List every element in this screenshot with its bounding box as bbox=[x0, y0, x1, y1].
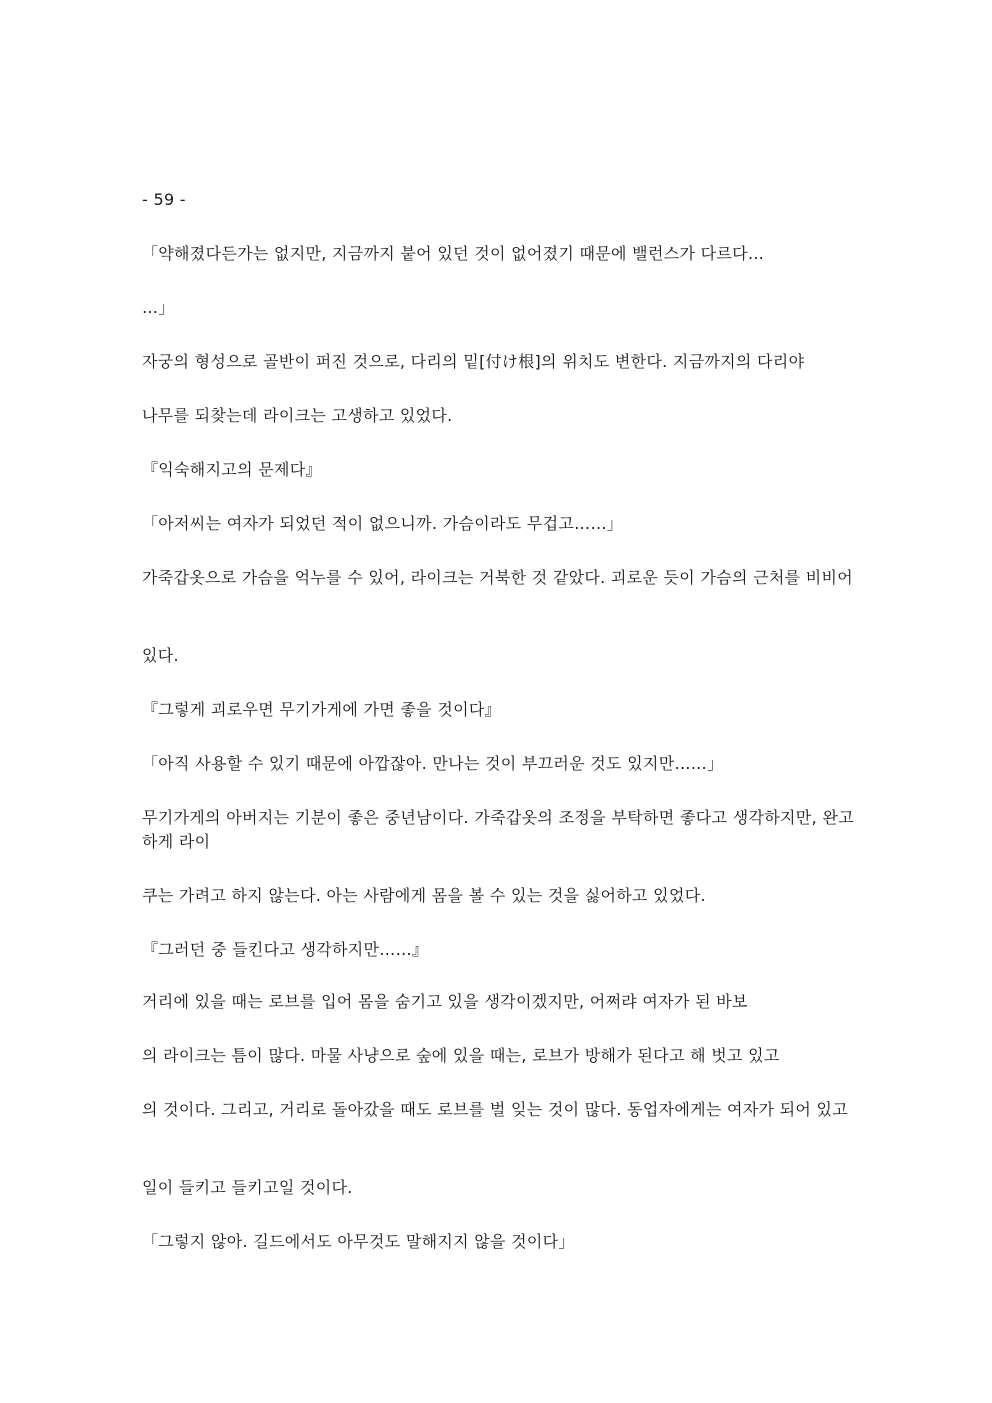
paragraph-line: 거리에 있을 때는 로브를 입어 몸을 숨기고 있을 생각이겠지만, 어쩌랴 여자가 된 바보 bbox=[142, 992, 748, 1011]
paragraph-line: 『그렇게 괴로우면 무기가게에 가면 좋을 것이다』 bbox=[142, 700, 501, 719]
paragraph-line: 『익숙해지고의 문제다』 bbox=[142, 460, 322, 479]
page-number: - 59 - bbox=[142, 190, 186, 209]
paragraph-line: 「그렇지 않아. 길드에서도 아무것도 말해지지 않을 것이다」 bbox=[142, 1232, 575, 1251]
paragraph-line: 무기가게의 아버지는 기분이 좋은 중년남이다. 가죽갑옷의 조정을 부탁하면 좋다고 생각하지만, 완고하게 라이 bbox=[142, 808, 854, 851]
paragraph-line: 나무를 되찾는데 라이크는 고생하고 있었다. bbox=[142, 406, 453, 425]
paragraph-line: …」 bbox=[142, 298, 175, 317]
paragraph-line: 의 것이다. 그리고, 거리로 돌아갔을 때도 로브를 벌 잊는 것이 많다. 동업자에게는 여자가 되어 있고 bbox=[142, 1100, 849, 1119]
paragraph-line: 『그러던 중 들킨다고 생각하지만……』 bbox=[142, 940, 429, 959]
paragraph-line: 쿠는 가려고 하지 않는다. 아는 사람에게 몸을 볼 수 있는 것을 싫어하고 있었다. bbox=[142, 886, 706, 905]
paragraph-line: 의 라이크는 틈이 많다. 마물 사냥으로 숲에 있을 때는, 로브가 방해가 된다고 해 벗고 있고 bbox=[142, 1046, 780, 1065]
paragraph-line: 「약해졌다든가는 없지만, 지금까지 붙어 있던 것이 없어졌기 때문에 밸런스가 다르다… bbox=[142, 244, 765, 263]
paragraph-line: 있다. bbox=[142, 646, 179, 665]
paragraph-line: 「아직 사용할 수 있기 때문에 아깝잖아. 만나는 것이 부끄러운 것도 있지만……」 bbox=[142, 754, 724, 773]
paragraph-line: 자궁의 형성으로 골반이 퍼진 것으로, 다리의 밑[付け根]의 위치도 변한다. 지금까지의 다리야 bbox=[142, 352, 805, 371]
paragraph-line: 「아저씨는 여자가 되었던 적이 없으니까. 가슴이라도 무겁고……」 bbox=[142, 514, 624, 533]
paragraph-line: 가죽갑옷으로 가슴을 억누를 수 있어, 라이크는 거북한 것 같았다. 괴로운 듯이 가슴의 근처를 비비어 bbox=[142, 568, 854, 587]
paragraph-line: 일이 들키고 들키고일 것이다. bbox=[142, 1178, 353, 1197]
